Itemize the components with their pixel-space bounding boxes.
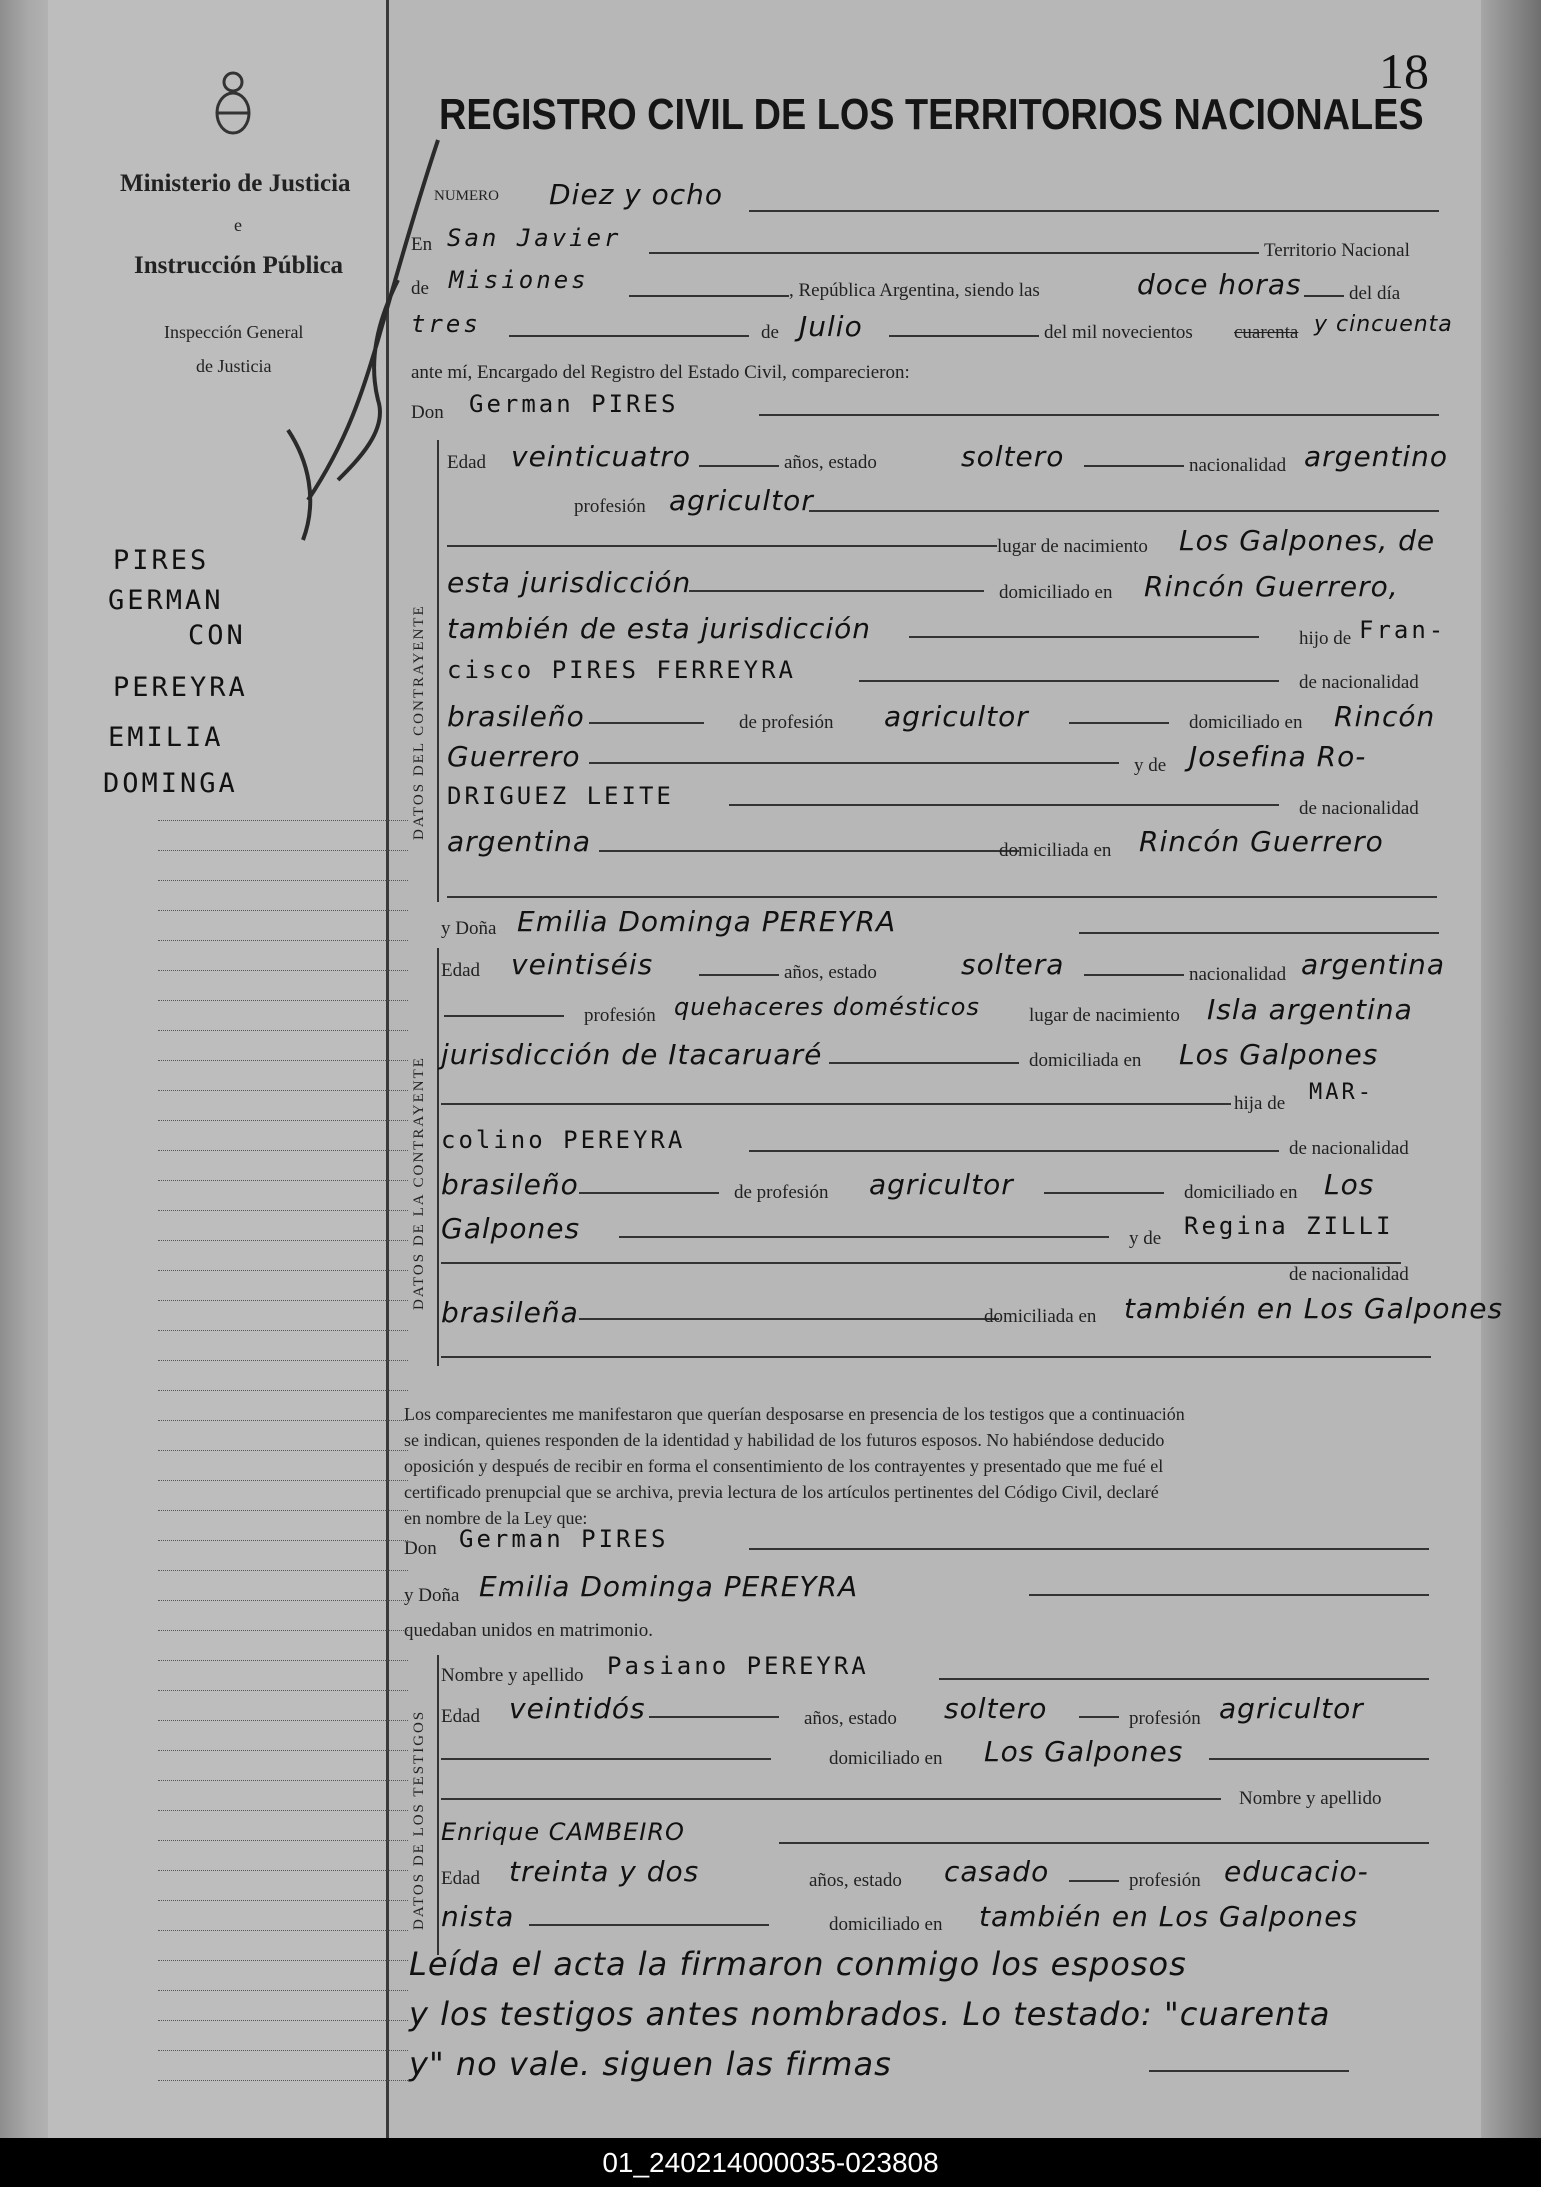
y-dona-label: y Doña — [441, 918, 497, 939]
closing-line-1: Leída el acta la firmaron conmigo los esposos — [409, 1945, 1187, 1983]
f-lugar-1: Isla argentina — [1207, 993, 1413, 1026]
c-padre-dom-1: Rincón — [1334, 700, 1436, 733]
f-de-nac-label-2: de nacionalidad — [1289, 1264, 1409, 1285]
sidebar-name-1: PIRES — [113, 545, 210, 576]
f-estado: soltera — [961, 948, 1065, 981]
f-nacionalidad: argentina — [1301, 948, 1446, 981]
declaration-line-3: oposición y después de recibir en forma el consentimiento de los contrayentes y presentado que me fué el — [404, 1456, 1164, 1476]
del-dia-label: del día — [1349, 283, 1401, 304]
sidebar-name-2: GERMAN — [108, 585, 224, 616]
c-de-prof-label: de profesión — [739, 712, 834, 733]
t2-dom: también en Los Galpones — [979, 1900, 1359, 1933]
c-edad-label: Edad — [447, 452, 487, 473]
c-padre-dom-label: domiciliado en — [1189, 712, 1303, 733]
f-padre-dom-label: domiciliado en — [1184, 1182, 1298, 1203]
decl-don-name: German PIRES — [459, 1525, 669, 1553]
c-nacionalidad: argentino — [1304, 440, 1449, 473]
ministry-line3: Instrucción Pública — [134, 252, 344, 279]
sidebar-name-5: EMILIA — [108, 722, 224, 753]
year-struck: cuarenta — [1234, 322, 1299, 343]
c-de-nac-label: de nacionalidad — [1299, 672, 1419, 693]
ministry-line1: Ministerio de Justicia — [120, 170, 351, 197]
declaration-line-2: se indican, quienes responden de la identidad y habilidad de los futuros esposos. No habiéndose deducido — [404, 1430, 1165, 1450]
inspection-line2: de Justicia — [196, 356, 272, 376]
f-de-prof-label: de profesión — [734, 1182, 829, 1203]
f-nac-label: nacionalidad — [1189, 964, 1287, 985]
f-madre: Regina ZILLI — [1184, 1212, 1394, 1240]
decl-closing: quedaban unidos en matrimonio. — [404, 1620, 654, 1641]
f-lugar-label: lugar de nacimiento — [1029, 1005, 1180, 1026]
t2-dom-label: domiciliado en — [829, 1914, 943, 1935]
en-label: En — [411, 234, 433, 255]
f-de-nac-label: de nacionalidad — [1289, 1138, 1409, 1159]
month-value: Julio — [799, 310, 863, 343]
c-madre-nac: argentina — [447, 825, 592, 858]
f-profesion: quehaceres domésticos — [674, 993, 980, 1021]
f-padre-nac: brasileño — [441, 1168, 579, 1201]
testigos-bracket — [437, 1655, 439, 1955]
c-domicilio-1: Rincón Guerrero, — [1144, 570, 1399, 603]
decl-dona-name: Emilia Dominga PEREYRA — [479, 1570, 859, 1603]
c-domiciliado-label: domiciliado en — [999, 582, 1113, 603]
t-edad-label: Edad — [441, 1706, 481, 1727]
sidebar-name-4: PEREYRA — [113, 672, 248, 703]
c-lugar-2: esta jurisdicción — [447, 566, 692, 599]
f-hija-label: hija de — [1234, 1093, 1286, 1114]
de-label: de — [411, 278, 429, 299]
f-edad-label: Edad — [441, 960, 481, 981]
t1-edad: veintidós — [509, 1692, 646, 1725]
f-domiciliada-label: domiciliada en — [1029, 1050, 1142, 1071]
decl-don-label: Don — [404, 1538, 437, 1559]
contrayente-bracket — [437, 440, 439, 902]
t1-dom: Los Galpones — [984, 1735, 1184, 1768]
republica-label: , República Argentina, siendo las — [789, 280, 1040, 301]
c-madre-dom: Rincón Guerrero — [1139, 825, 1384, 858]
c-profesion: agricultor — [669, 484, 814, 517]
territorio-label: Territorio Nacional — [1264, 240, 1410, 261]
closing-line-3: y" no vale. siguen las firmas — [409, 2045, 892, 2083]
contrayenta-name: Emilia Dominga PEREYRA — [517, 905, 897, 938]
f-domicilio: Los Galpones — [1179, 1038, 1379, 1071]
declaration-line-5: en nombre de la Ley que: — [404, 1508, 588, 1528]
t-anos-label: años, estado — [804, 1708, 897, 1729]
c-lugar-1: Los Galpones, de — [1179, 524, 1436, 557]
c-y-de-label: y de — [1134, 755, 1167, 776]
territory-value: Misiones — [449, 266, 589, 294]
image-id-footer: 01_240214000035-023808 — [0, 2138, 1541, 2187]
t2-edad: treinta y dos — [509, 1855, 700, 1888]
f-padre-prof: agricultor — [869, 1168, 1014, 1201]
inspection-line1: Inspección General — [164, 322, 304, 342]
t-nombre-label-2: Nombre y apellido — [1239, 1788, 1382, 1809]
f-anos-label: años, estado — [784, 962, 877, 983]
f-padre-2: colino PEREYRA — [441, 1126, 686, 1154]
contrayenta-bracket — [437, 948, 439, 1366]
numero-value: Diez y ocho — [549, 178, 724, 211]
c-nac-label: nacionalidad — [1189, 455, 1287, 476]
t2-prof-2: nista — [441, 1900, 515, 1933]
act-body — [389, 0, 1504, 2138]
page-title: REGISTRO CIVIL DE LOS TERRITORIOS NACIONALES — [439, 90, 1424, 139]
declaration-line-1: Los comparecientes me manifestaron que querían desposarse en presencia de los testigos que a continuación — [404, 1404, 1185, 1424]
t1-name: Pasiano PEREYRA — [607, 1652, 869, 1680]
f-lugar-2: jurisdicción de Itacaruaré — [441, 1038, 823, 1071]
t2-anos-label: años, estado — [809, 1870, 902, 1891]
don-name: German PIRES — [469, 390, 679, 418]
f-padre-dom-2: Galpones — [441, 1212, 581, 1245]
t-nombre-label: Nombre y apellido — [441, 1665, 584, 1686]
f-padre-dom-1: Los — [1324, 1168, 1375, 1201]
c-anos-label: años, estado — [784, 452, 877, 473]
c-de-nac-label-2: de nacionalidad — [1299, 798, 1419, 819]
hour-value: doce horas — [1137, 268, 1302, 301]
f-madre-dom-label: domiciliada en — [984, 1306, 1097, 1327]
contrayenta-side-label: DATOS DE LA CONTRAYENTE — [411, 1056, 427, 1310]
c-padre-2: cisco PIRES FERREYRA — [447, 656, 796, 684]
c-madre-2: DRIGUEZ LEITE — [447, 782, 674, 810]
c-padre-nac: brasileño — [447, 700, 585, 733]
sidebar-name-3: CON — [188, 620, 246, 651]
f-edad: veintiséis — [511, 948, 654, 981]
place-value: San Javier — [447, 224, 622, 252]
c-lugar-label: lugar de nacimiento — [997, 536, 1148, 557]
t2-edad-label: Edad — [441, 1868, 481, 1889]
t-dom-label: domiciliado en — [829, 1748, 943, 1769]
f-madre-nac: brasileña — [441, 1296, 579, 1329]
de-label-2: de — [761, 322, 779, 343]
c-estado: soltero — [961, 440, 1065, 473]
f-madre-dom: también en Los Galpones — [1124, 1292, 1504, 1325]
day-value: tres — [411, 310, 481, 338]
c-profesion-label: profesión — [574, 496, 646, 517]
f-y-de-label: y de — [1129, 1228, 1162, 1249]
sidebar-name-6: DOMINGA — [103, 768, 238, 799]
ministry-line2: e — [234, 215, 242, 235]
c-madre-dom-label: domiciliada en — [999, 840, 1112, 861]
declaration-line-4: certificado prenupcial que se archiva, previa lectura de los artículos pertinentes del Código Civil, declaré — [404, 1482, 1159, 1502]
ante-mi-text: ante mí, Encargado del Registro del Estado Civil, comparecieron: — [411, 362, 910, 383]
c-domicilio-2: también de esta jurisdicción — [447, 612, 871, 645]
contrayente-side-label: DATOS DEL CONTRAYENTE — [411, 604, 427, 840]
c-padre-dom-2: Guerrero — [447, 740, 581, 773]
t2-estado: casado — [944, 1855, 1050, 1888]
t-prof-label: profesión — [1129, 1708, 1201, 1729]
t1-estado: soltero — [944, 1692, 1048, 1725]
c-hijo-label: hijo de — [1299, 628, 1352, 649]
f-padre-1: MAR- — [1309, 1080, 1374, 1105]
c-padre-1: Fran- — [1359, 616, 1447, 644]
t2-prof-label: profesión — [1129, 1870, 1201, 1891]
book-binding — [0, 0, 48, 2138]
f-profesion-label: profesión — [584, 1005, 656, 1026]
page-number: 18 — [1379, 43, 1429, 99]
c-madre-1: Josefina Ro- — [1189, 740, 1367, 773]
page-edge-shadow — [1481, 0, 1541, 2138]
testigos-side-label: DATOS DE LOS TESTIGOS — [411, 1709, 427, 1930]
decl-dona-label: y Doña — [404, 1585, 460, 1606]
t2-prof-1: educacio- — [1224, 1855, 1369, 1888]
closing-line-2: y los testigos antes nombrados. Lo testado: "cuarenta — [409, 1995, 1331, 2033]
don-label: Don — [411, 402, 444, 423]
c-edad: veinticuatro — [511, 440, 691, 473]
numero-label: NUMERO — [434, 188, 500, 204]
year-label: del mil novecientos — [1044, 322, 1193, 343]
c-padre-prof: agricultor — [884, 700, 1029, 733]
t2-name: Enrique CAMBEIRO — [441, 1818, 685, 1846]
t1-prof: agricultor — [1219, 1692, 1364, 1725]
year-value: y cincuenta — [1314, 312, 1453, 337]
margin-column — [48, 0, 389, 2138]
